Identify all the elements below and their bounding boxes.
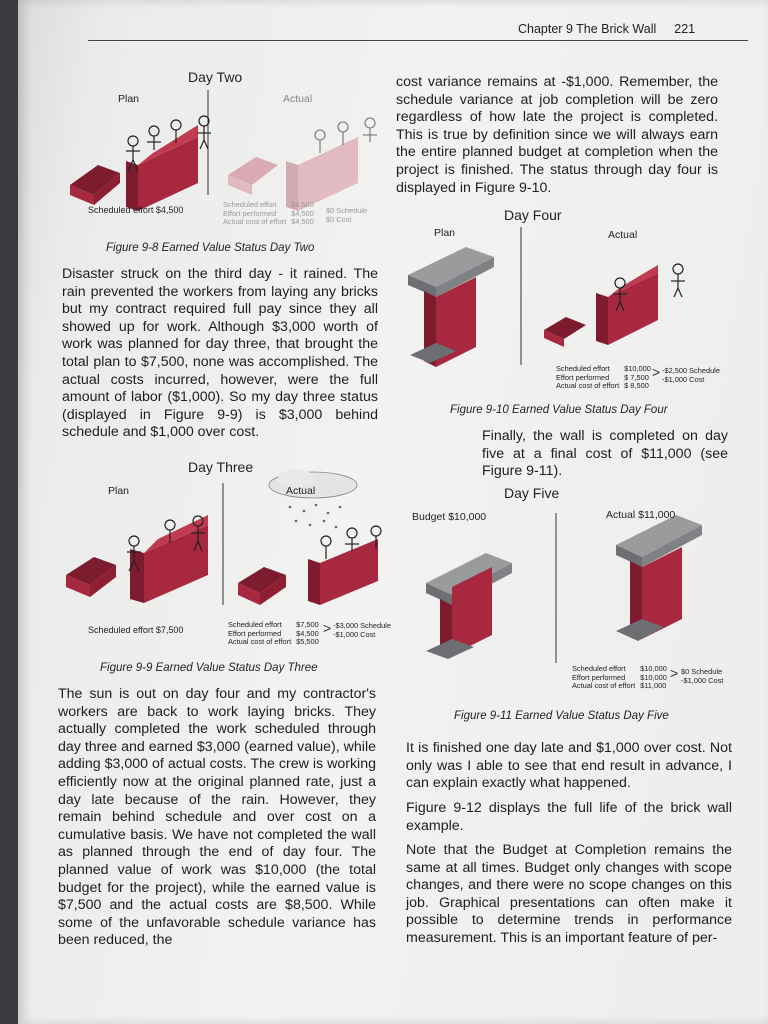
status-table	[572, 665, 667, 691]
figure-9-9	[58, 455, 398, 660]
chapter-title: Chapter 9 The Brick Wall	[518, 22, 657, 36]
figure-day-title: Day Two	[188, 69, 243, 85]
status-value: $7,500	[296, 620, 319, 629]
status-table	[223, 201, 314, 227]
figure-caption: Figure 9-10 Earned Value Status Day Four	[450, 404, 668, 416]
paragraph-finally: Finally, the wall is completed on day five at a final cost of $11,000 (see Figure 9-11).	[482, 428, 728, 480]
status-label: Effort performed	[223, 208, 277, 218]
plan-label: Plan	[108, 485, 130, 497]
schedule-variance: $0 Schedule	[326, 206, 368, 215]
status-label: Scheduled effort	[228, 620, 282, 629]
status-value: $5,500	[296, 637, 319, 647]
scheduled-effort-label: Scheduled effort $4,500	[88, 205, 184, 215]
status-results	[662, 366, 720, 384]
status-label: Actual cost of effort	[556, 381, 620, 391]
figure-caption: Figure 9-9 Earned Value Status Day Three	[100, 662, 318, 674]
status-value: $10,000	[624, 364, 651, 373]
status-table	[228, 621, 319, 647]
figure-9-8	[58, 65, 388, 240]
status-label: Actual cost of effort	[572, 681, 636, 691]
status-results	[681, 667, 723, 685]
book-page	[18, 0, 768, 1024]
cost-variance: -$1,000 Cost	[662, 375, 705, 384]
paragraph-note: Note that the Budget at Completion remains the same at all times. Budget only changes with scope changes, and there were no scope changes on this job. Graphical presentations can often make it possible to determine trends in performance measurement. This is an important feature of per-	[406, 842, 732, 946]
paragraph-sun: The sun is out on day four and my contractor's workers are back to work laying bricks. They actually completed the work scheduled through day three and earned $3,000 (earned value), while adding $3,000 of actual costs. The crew is working efficiently now at the original planned rate, just a day late because of the rain. However, they remain behind schedule and over cost on a cumulative basis. We have not completed the wall as planned through the end of day four. The planned value of work was $10,000 (the total budget for the project), while the earned value is $7,500 and the actual costs are $8,500. While some of the unfavorable schedule variance has been reduced, the	[58, 686, 376, 949]
paragraph-finished: It is finished one day late and $1,000 over cost. Not only was I able to see that end result in advance, I can explain exactly what happened.	[406, 740, 732, 792]
status-label: Effort performed	[556, 372, 610, 382]
bracket-icon: >	[652, 364, 661, 380]
status-results	[326, 206, 367, 224]
status-value: $10,000	[640, 664, 667, 673]
status-label: Effort performed	[572, 672, 626, 682]
status-value: $4,500	[291, 208, 314, 218]
bracket-icon: >	[323, 620, 332, 636]
status-label: Scheduled effort	[556, 364, 610, 373]
status-value: $ 7,500	[624, 372, 649, 382]
status-results	[333, 621, 391, 639]
cost-variance: $0 Cost	[326, 215, 352, 224]
figure-caption: Figure 9-8 Earned Value Status Day Two	[106, 242, 315, 254]
cost-variance: -$1,000 Cost	[333, 630, 376, 639]
status-value: $11,000	[640, 681, 667, 691]
status-label: Actual cost of effort	[223, 217, 287, 227]
status-value: $10,000	[640, 672, 667, 682]
status-table	[556, 365, 651, 391]
cost-variance: -$1,000 Cost	[681, 676, 724, 685]
figure-caption: Figure 9-11 Earned Value Status Day Five	[454, 710, 669, 722]
header-rule	[88, 40, 748, 41]
figure-9-11	[406, 483, 736, 703]
figure-9-11-illustration	[406, 483, 736, 663]
status-label: Actual cost of effort	[228, 637, 292, 647]
plan-label: Plan	[118, 93, 140, 105]
schedule-variance: -$3,000 Schedule	[333, 621, 391, 630]
status-label: Scheduled effort	[223, 200, 277, 209]
paragraph-cost-variance: cost variance remains at -$1,000. Remember, the schedule variance at job completion will be zero regardless of how late the project is completed. This is true by definition since we will always earn the entire planned budget at completion when the project is finished. The status through day four is displayed in Figure 9-10.	[396, 74, 718, 196]
figure-day-title: Day Three	[188, 459, 254, 475]
figure-day-title: Day Four	[504, 207, 562, 223]
paragraph-figure-9-12: Figure 9-12 displays the full life of the brick wall example.	[406, 800, 732, 834]
actual-label: Actual	[286, 485, 316, 497]
plan-label: Plan	[434, 227, 456, 239]
status-value: $ 8,500	[624, 381, 649, 391]
status-value: $4,500	[291, 217, 314, 227]
actual-label: Actual	[608, 229, 638, 241]
paragraph-disaster: Disaster struck on the third day - it rained. The rain prevented the workers from laying any bricks but my contract required full pay since they all showed up for work. Although $3,000 worth of work was planned for day three, that brought the total plan to $7,500, none was accomplished. The actual costs incurred, however, were the full amount of labor ($1,000). So my day three status (displayed in Figure 9-9) is $3,000 behind schedule and $1,000 over cost.	[62, 266, 378, 441]
status-value: $4,500	[291, 200, 314, 209]
schedule-variance: -$2,500 Schedule	[662, 366, 720, 375]
status-label: Effort performed	[228, 628, 282, 638]
status-label: Scheduled effort	[572, 664, 626, 673]
scheduled-effort-label: Scheduled effort $7,500	[88, 625, 184, 635]
running-head	[518, 22, 695, 36]
figure-9-9-illustration	[58, 455, 398, 615]
figure-9-10	[396, 205, 736, 405]
page-number: 221	[674, 22, 696, 36]
status-value: $4,500	[296, 628, 319, 638]
actual-label: Actual	[283, 93, 313, 105]
schedule-variance: $0 Schedule	[681, 667, 723, 676]
actual-label: Actual $11,000	[606, 509, 676, 521]
budget-label: Budget $10,000	[412, 511, 487, 523]
bracket-icon: >	[670, 665, 679, 681]
figure-day-title: Day Five	[504, 485, 560, 501]
